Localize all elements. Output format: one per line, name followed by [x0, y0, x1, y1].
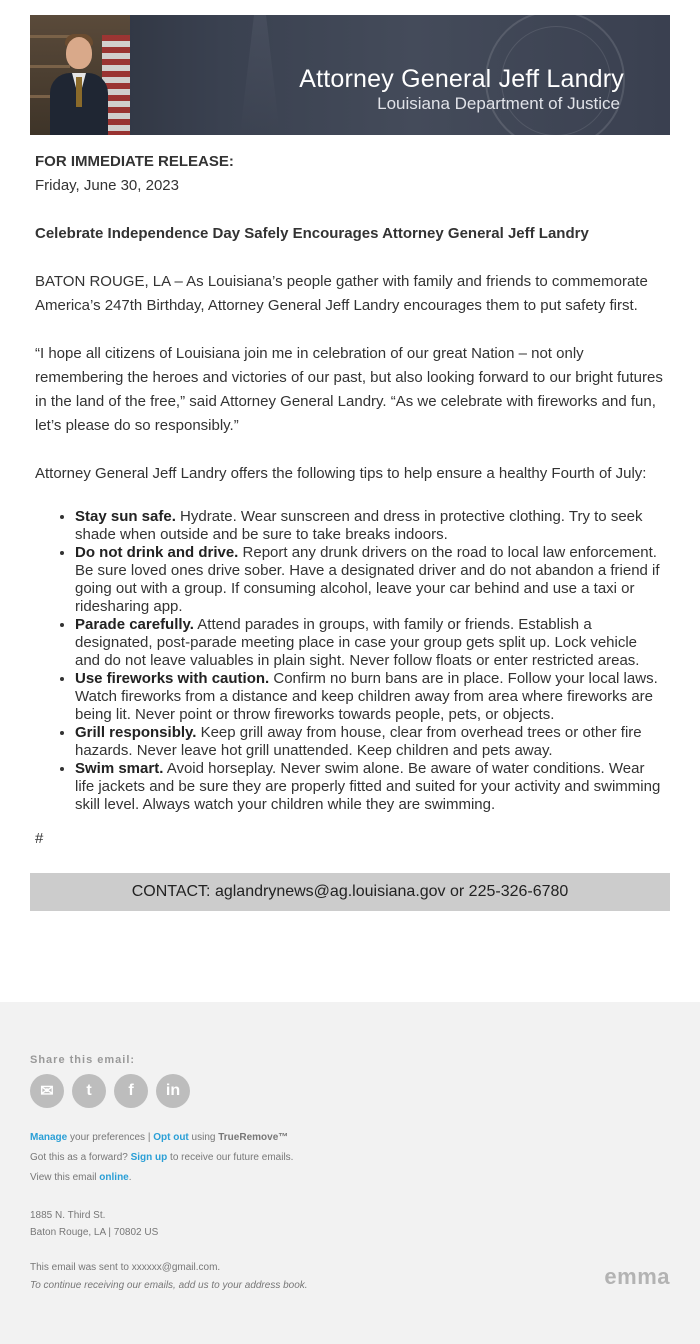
tip-title: Parade carefully.: [75, 616, 194, 633]
opt-out-text: using: [188, 1132, 219, 1143]
email-footer: [0, 1002, 700, 1344]
tip-text: Keep grill away from house, clear from overhead trees or other fire hazards. Never leave hot grill unattended. Keep children and pets away.: [75, 724, 642, 759]
capitol-tower-graphic: [240, 15, 280, 135]
list-item: [75, 616, 665, 670]
release-headline: Celebrate Independence Day Safely Encourages Attorney General Jeff Landry: [35, 225, 589, 242]
list-item: [75, 544, 665, 616]
sent-to-line: This email was sent to xxxxxx@gmail.com.: [30, 1262, 221, 1273]
tip-text: Report any drunk drivers on the road to local law enforcement. Be sure loved ones drive sober. Have a designated driver and do not abandon a friend if going out with a group. If consuming alcohol, leave your car behind and use a taxi or ridesharing app.: [75, 544, 660, 615]
manage-link[interactable]: Manage: [30, 1132, 68, 1143]
list-item: [75, 760, 665, 814]
release-date: Friday, June 30, 2023: [35, 177, 179, 194]
view-text: View this email: [30, 1172, 100, 1183]
banner-title: Attorney General Jeff Landry: [299, 65, 624, 93]
tip-text: Avoid horseplay. Never swim alone. Be aware of water conditions. Wear life jackets and be sure they are properly fitted and suited for your activity and swimming skill level. Always watch your children while they are swimming.: [75, 760, 661, 813]
contact-bar: CONTACT: aglandrynews@ag.louisiana.gov or 225-326-6780: [30, 873, 670, 911]
banner-subtitle: Louisiana Department of Justice: [377, 94, 620, 113]
paragraph-intro: BATON ROUGE, LA – As Louisiana’s people gather with family and friends to commemorate America’s 247th Birthday, Attorney General Jeff Landry encourages them to put safety first.: [35, 273, 648, 314]
opt-out-link[interactable]: Opt out: [153, 1132, 189, 1143]
address-line-2: Baton Rouge, LA | 70802 US: [30, 1227, 159, 1238]
press-release: [30, 150, 670, 851]
tip-text: Hydrate. Wear sunscreen and dress in protective clothing. Try to seek shade when outside and be sure to take breaks indoors.: [75, 508, 643, 543]
forward-line: [30, 1152, 293, 1163]
email-icon[interactable]: ✉: [30, 1074, 64, 1108]
tip-title: Stay sun safe.: [75, 508, 176, 525]
share-label: Share this email:: [30, 1054, 136, 1066]
tip-title: Do not drink and drive.: [75, 544, 239, 561]
attorney-general-photo: [30, 15, 130, 135]
manage-text: your preferences |: [67, 1132, 154, 1143]
online-link[interactable]: online: [99, 1172, 129, 1183]
tip-title: Swim smart.: [75, 760, 164, 777]
forward-text-end: to receive our future emails.: [167, 1152, 294, 1163]
tip-text: Attend parades in groups, with family or friends. Establish a designated, post-parade meeting place in case your group gets split up. Lock vehicle and do not leave valuables in plain sight. Never follow floats or enter restricted areas.: [75, 616, 640, 669]
list-item: [75, 724, 665, 760]
address-line-1: 1885 N. Third St.: [30, 1210, 106, 1221]
safety-tips-list: [35, 508, 665, 814]
paragraph-tips-intro: Attorney General Jeff Landry offers the following tips to help ensure a healthy Fourth of July:: [35, 465, 647, 482]
list-item: [75, 670, 665, 724]
linkedin-icon[interactable]: in: [156, 1074, 190, 1108]
preferences-line: [30, 1132, 288, 1143]
twitter-icon[interactable]: t: [72, 1074, 106, 1108]
social-share-row: [30, 1074, 190, 1108]
forward-text: Got this as a forward?: [30, 1152, 131, 1163]
tip-title: Use fireworks with caution.: [75, 670, 270, 687]
facebook-icon[interactable]: f: [114, 1074, 148, 1108]
header-banner: [30, 15, 670, 135]
paragraph-quote: “I hope all citizens of Louisiana join me in celebration of our great Nation – not only remembering the heroes and victories of our past, but also looking forward to our bright futures in the land of the free,” said Attorney General Landry. “As we celebrate with fireworks and fun, let’s please do so responsibly.”: [35, 345, 663, 434]
trueremove-label: TrueRemove™: [218, 1132, 289, 1143]
release-label: FOR IMMEDIATE RELEASE:: [35, 153, 234, 170]
tip-text: Confirm no burn bans are in place. Follow your local laws. Watch fireworks from a distance and keep children away from area where fireworks are being lit. Never point or throw fireworks towards people, pets, or objects.: [75, 670, 658, 723]
end-mark: #: [35, 830, 44, 847]
address-book-note: To continue receiving our emails, add us to your address book.: [30, 1280, 308, 1291]
view-end: .: [128, 1172, 132, 1183]
list-item: [75, 508, 665, 544]
view-online-line: [30, 1172, 132, 1183]
email-body: [30, 15, 670, 911]
tip-title: Grill responsibly.: [75, 724, 197, 741]
sign-up-link[interactable]: Sign up: [130, 1152, 168, 1163]
emma-logo[interactable]: emma: [604, 1264, 670, 1289]
